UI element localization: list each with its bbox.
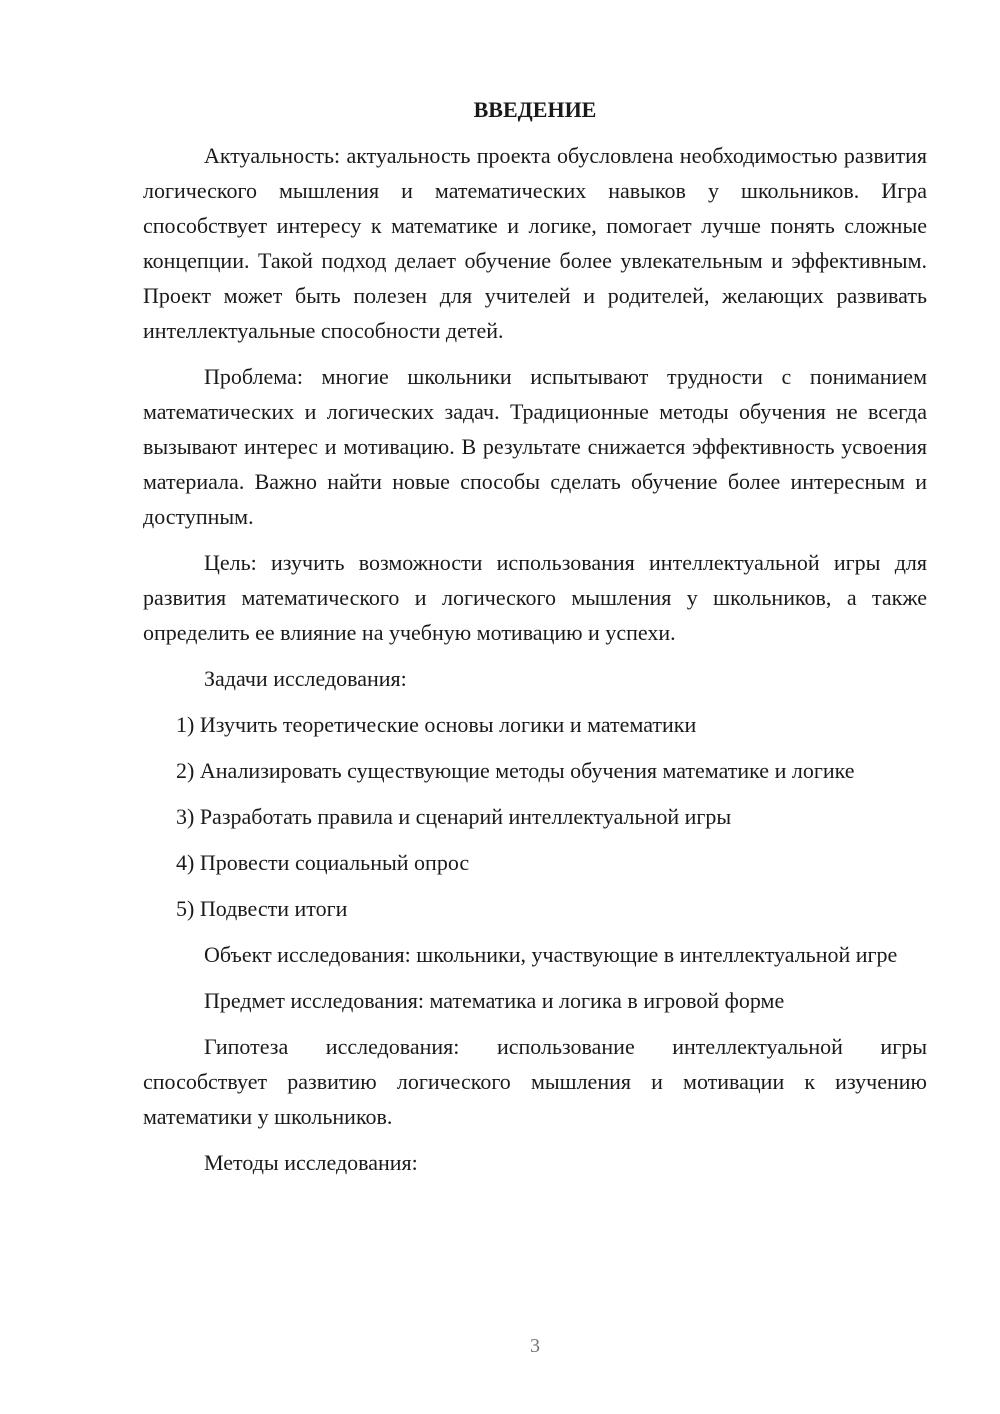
tasks-title: Задачи исследования:	[204, 666, 407, 691]
hypothesis-paragraph: Гипотеза исследования: использование интеллектуальной игры способствует развитию логического мышления и мотивации к изучению математики у школьников.	[143, 1034, 927, 1129]
methods-title: Методы исследования:	[204, 1150, 418, 1175]
task-item: 2) Анализировать существующие методы обучения математике и логике	[176, 758, 855, 783]
document-page	[143, 96, 927, 1191]
task-item: 5) Подвести итоги	[176, 896, 348, 921]
task-item: 1) Изучить теоретические основы логики и математики	[176, 712, 697, 737]
object-paragraph: Объект исследования: школьники, участвующие в интеллектуальной игре	[204, 942, 898, 967]
task-item: 4) Провести социальный опрос	[176, 850, 470, 875]
goal-paragraph: Цель: изучить возможности использования интеллектуальной игры для развития математического и логического мышления у школьников, а также определить ее влияние на учебную мотивацию и успехи.	[143, 550, 927, 645]
task-item: 3) Разработать правила и сценарий интеллектуальной игры	[176, 804, 732, 829]
page-number: 3	[530, 1335, 540, 1357]
relevance-paragraph: Актуальность: актуальность проекта обусловлена необходимостью развития логического мышления и математических навыков у школьников. Игра способствует интересу к математике и логике, помогает лучше понять сложные концепции. Такой подход делает обучение более увлекательным и эффективным. Проект может быть полезен для учителей и родителей, желающих развивать интеллектуальные способности детей.	[143, 143, 927, 343]
subject-paragraph: Предмет исследования: математика и логика в игровой форме	[204, 988, 785, 1013]
section-heading: ВВЕДЕНИЕ	[473, 97, 597, 122]
problem-paragraph: Проблема: многие школьники испытывают трудности с пониманием математических и логических задач. Традиционные методы обучения не всегда вызывают интерес и мотивацию. В результате снижается эффективность усвоения материала. Важно найти новые способы сделать обучение более интересным и доступным.	[143, 364, 927, 529]
